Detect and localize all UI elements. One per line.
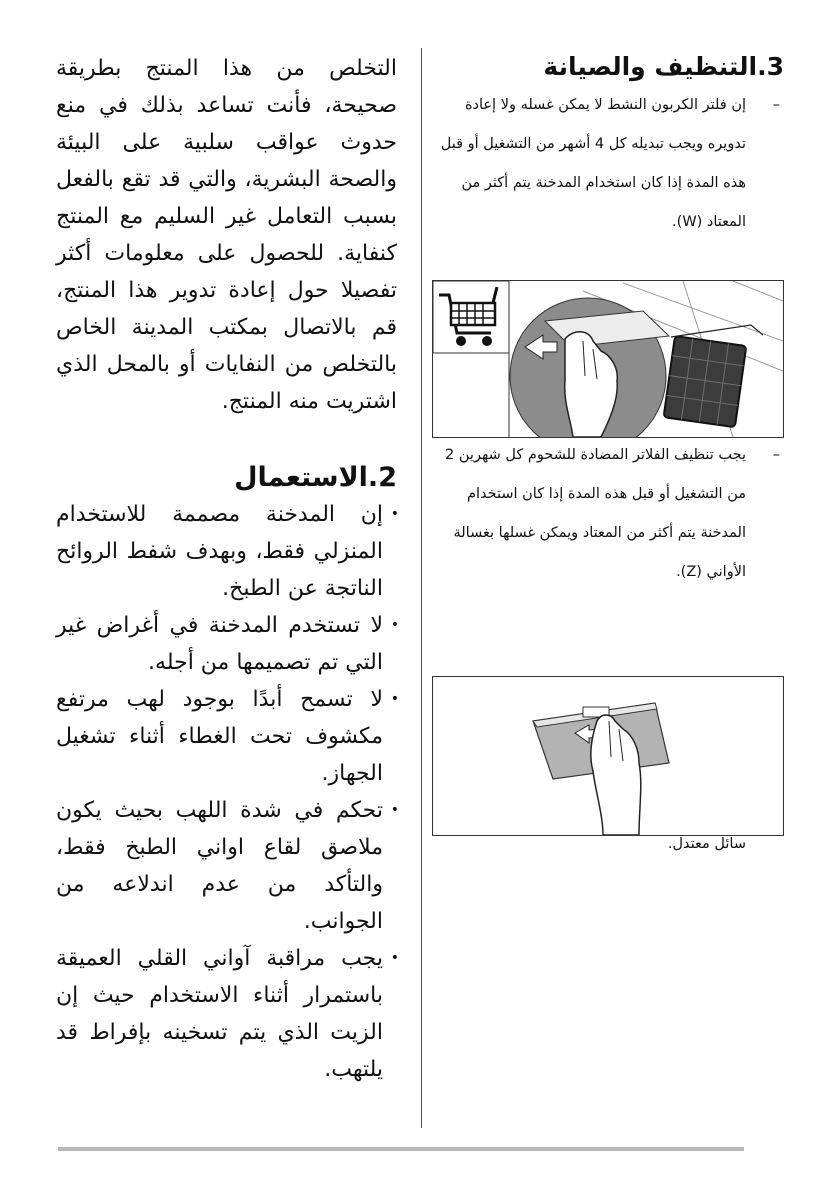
bullet-marker: • [390, 506, 399, 522]
footer-rule [58, 1147, 744, 1151]
bullet-marker: • [390, 950, 399, 966]
bullet-marker: • [390, 617, 399, 633]
list-item-text: لا تسمح أبدًا بوجود لهب مرتفع مكشوف تحت الغطاء أثناء تشغيل الجهاز. [56, 687, 383, 786]
shopping-cart-icon [433, 281, 509, 353]
carbon-filter-text: إن فلتر الكربون النشط لا يمكن غسله ولا إعادة تدويره ويجب تبديله كل 4 أشهر من التشغيل أو قبل هذه المدة إذا كان استخدام المدخنة يتم أكثر من المعتاد (W). [440, 97, 746, 230]
disposal-paragraph: التخلص من هذا المنتج بطريقة صحيحة، فأنت تساعد بذلك في منع حدوث عواقب سلبية على البيئة والصحة البشرية، والتي قد تقع بالفعل بسبب التعامل غير السليم مع المنتج كنفاية. للحصول على معلومات أكثر تفصيلا حول إعادة تدوير هذا المنتج، قم بالاتصال بمكتب المدينة الخاص بالتخلص من النفايات أو بالمحل الذي اشتريت منه المنتج. [56, 56, 397, 414]
section-title-cleaning: 3.التنظيف والصيانة [543, 52, 784, 81]
list-item [56, 496, 397, 607]
list-item-text: إن المدخنة مصممة للاستخدام المنزلي فقط، وبهدف شفط الروائح الناتجة عن الطبخ. [56, 502, 383, 601]
dash-marker: – [772, 97, 780, 113]
usage-bullet-list [56, 496, 397, 1088]
section-title-use: 2.الاستعمال [234, 462, 397, 493]
grease-filter-figure [432, 676, 784, 836]
cleaning-text: سائل معتدل. [667, 836, 746, 852]
grease-filter-note [432, 436, 784, 592]
list-item-text: لا تستخدم المدخنة في أغراض غير التي تم تصميمها من أجله. [56, 613, 383, 675]
dash-marker: – [772, 447, 780, 463]
list-item [56, 681, 397, 792]
list-item [56, 607, 397, 681]
list-item-text: تحكم في شدة اللهب بحيث يكون ملاصق لقاع اواني الطبخ فقط، والتأكد من عدم اندلاعه من الجوانب. [56, 798, 383, 934]
column-divider [421, 48, 422, 1128]
carbon-filter-illustration [433, 281, 783, 437]
grease-filter-illustration [433, 677, 783, 835]
bullet-marker: • [390, 691, 399, 707]
list-item [56, 940, 397, 1088]
left-column [56, 50, 397, 1088]
list-item [56, 792, 397, 940]
bullet-marker: • [390, 802, 399, 818]
list-item-text: يجب مراقبة آواني القلي العميقة باستمرار أثناء الاستخدام حيث إن الزيت الذي يتم تسخينه بإفراط قد يلتهب. [56, 946, 383, 1082]
carbon-filter-figure [432, 280, 784, 438]
carbon-filter-note [432, 86, 784, 242]
grease-filter-text: يجب تنظيف الفلاتر المضادة للشحوم كل شهرين 2 من التشغيل أو قبل هذه المدة إذا كان استخدام المدخنة يتم أكثر من المعتاد ويمكن غسلها بغسالة الأواني (Z). [445, 447, 746, 580]
